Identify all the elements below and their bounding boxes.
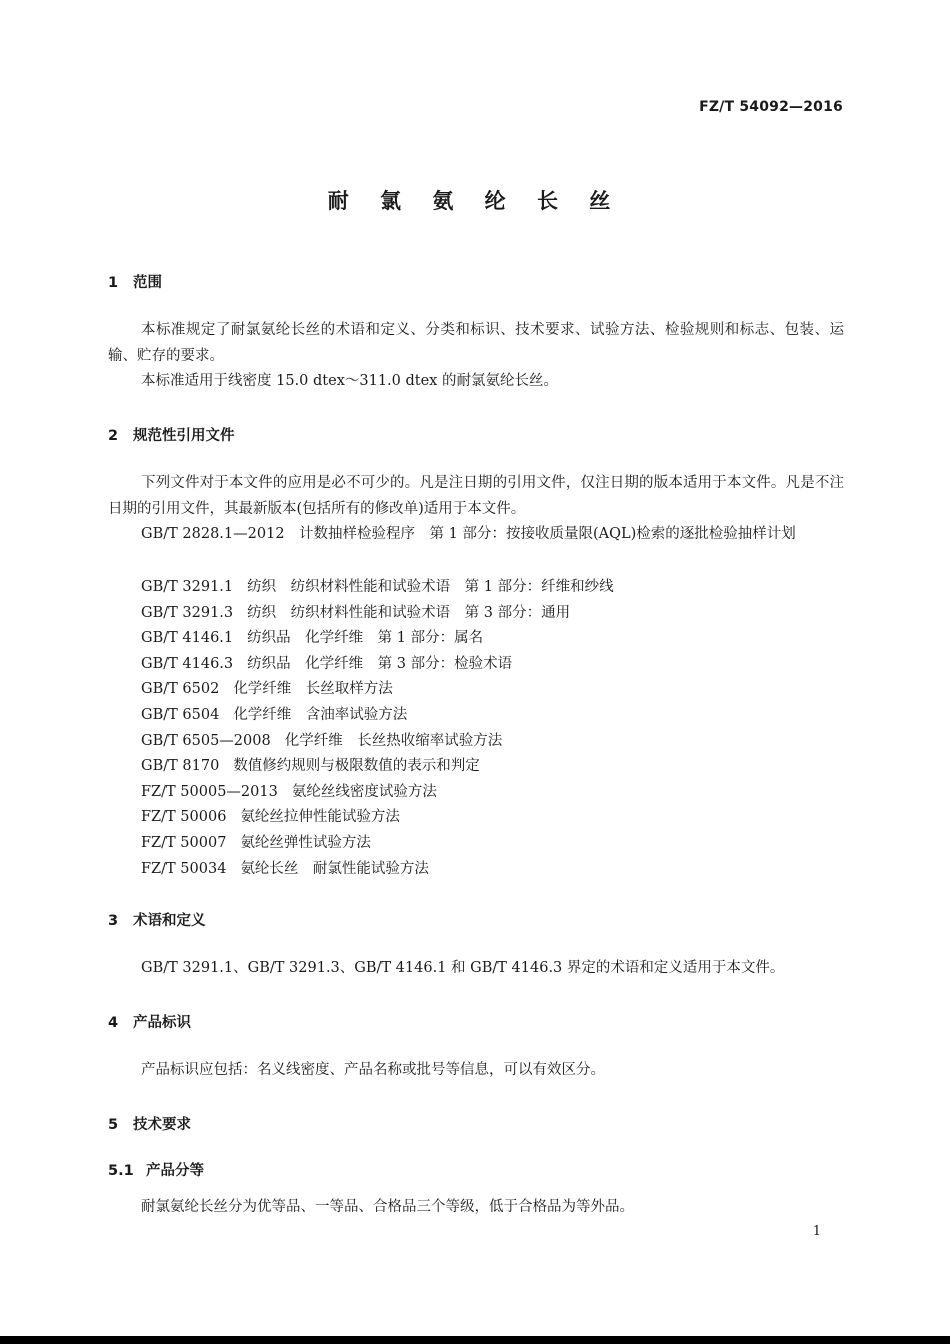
subsection-5-1-paragraph-1: 耐氯氨纶长丝分为优等品、一等品、合格品三个等级，低于合格品为等外品。 [141,1199,634,1215]
reference-code: FZ/T 50006 [141,809,227,826]
reference-item [141,652,512,673]
reference-title: 化学纤维 含油率试验方法 [233,707,408,723]
reference-item [141,729,502,750]
section-2-intro: 下列文件对于本文件的应用是必不可少的。凡是注日期的引用文件，仅注日期的版本适用于本文件。凡是不注日期的引用文件，其最新版本(包括所有的修改单)适用于本文件。 [108,475,844,517]
section-5-heading [108,1113,191,1134]
section-title: 技术要求 [133,1117,191,1133]
section-number: 1 [108,275,119,291]
reference-title: 数值修约规则与极限数值的表示和判定 [233,758,480,775]
reference-item [141,754,480,775]
reference-title: 氨纶丝弹性试验方法 [240,835,371,851]
reference-title: 化学纤维 长丝取样方法 [233,681,393,698]
reference-code: GB/T 4146.1 [141,630,234,647]
reference-code: GB/T 4146.3 [141,655,234,672]
reference-code: FZ/T 50034 [141,860,227,877]
reference-code: GB/T 6502 [141,681,220,698]
reference-code: GB/T 8170 [141,758,220,775]
document-title: 耐 氯 氨 纶 长 丝 [327,189,623,213]
section-title: 规范性引用文件 [133,428,235,444]
reference-item [141,831,371,852]
section-title: 产品标识 [133,1015,191,1031]
reference-code: GB/T 6504 [141,707,220,723]
section-number: 4 [108,1015,119,1031]
section-3-heading [108,909,206,930]
reference-code: GB/T 6505—2008 [141,732,271,749]
reference-title: 纺织 纺织材料性能和试验术语 第 1 部分：纤维和纱线 [247,579,614,595]
reference-code: GB/T 3291.3 [141,604,234,621]
reference-title: 化学纤维 长丝热收缩率试验方法 [284,732,503,749]
reference-item [141,677,393,698]
section-1-paragraph-1: 本标准规定了耐氯氨纶长丝的术语和定义、分类和标识、技术要求、试验方法、检验规则和标志、包装、运输、贮存的要求。 [108,322,844,364]
section-number: 5 [108,1117,119,1133]
section-number: 2 [108,428,119,444]
section-number: 3 [108,913,119,929]
page-number: 1 [812,1224,821,1239]
reference-code: GB/T 3291.1 [141,579,234,595]
section-1-heading [108,271,162,292]
section-3-paragraph-1: GB/T 3291.1、GB/T 3291.3、GB/T 4146.1 和 GB/T 4146.3 界定的术语和定义适用于本文件。 [141,960,785,976]
reference-title: 纺织品 化学纤维 第 1 部分：属名 [247,630,484,647]
reference-item-first: GB/T 2828.1—2012 计数抽样检验程序 第 1 部分：按接收质量限(AQL)检索的逐批检验抽样计划 [141,526,796,542]
subsection-title: 产品分等 [146,1163,204,1179]
reference-title: 氨纶丝拉伸性能试验方法 [240,809,400,826]
reference-title: 纺织 纺织材料性能和试验术语 第 3 部分：通用 [247,604,571,621]
reference-item [141,857,429,878]
section-2-heading [108,424,235,445]
standard-code: FZ/T 54092—2016 [699,99,843,115]
page-bottom-border [0,1336,950,1344]
reference-title: 氨纶长丝 耐氯性能试验方法 [240,860,429,877]
subsection-number: 5.1 [108,1163,134,1179]
reference-code: FZ/T 50007 [141,835,227,851]
section-4-paragraph-1: 产品标识应包括：名义线密度、产品名称或批号等信息，可以有效区分。 [141,1062,605,1078]
reference-item [141,703,407,724]
reference-item [141,575,614,596]
reference-item [141,601,570,622]
reference-item [141,780,437,801]
section-title: 范围 [133,275,162,291]
reference-title: 纺织品 化学纤维 第 3 部分：检验术语 [247,655,513,672]
section-1-paragraph-2: 本标准适用于线密度 15.0 dtex～311.0 dtex 的耐氯氨纶长丝。 [141,373,558,389]
reference-code: FZ/T 50005—2013 [141,783,278,800]
reference-item [141,626,483,647]
reference-item [141,805,400,826]
section-title: 术语和定义 [133,913,206,929]
reference-title: 氨纶丝线密度试验方法 [291,783,437,800]
subsection-5-1-heading [108,1159,204,1180]
section-4-heading [108,1011,191,1032]
